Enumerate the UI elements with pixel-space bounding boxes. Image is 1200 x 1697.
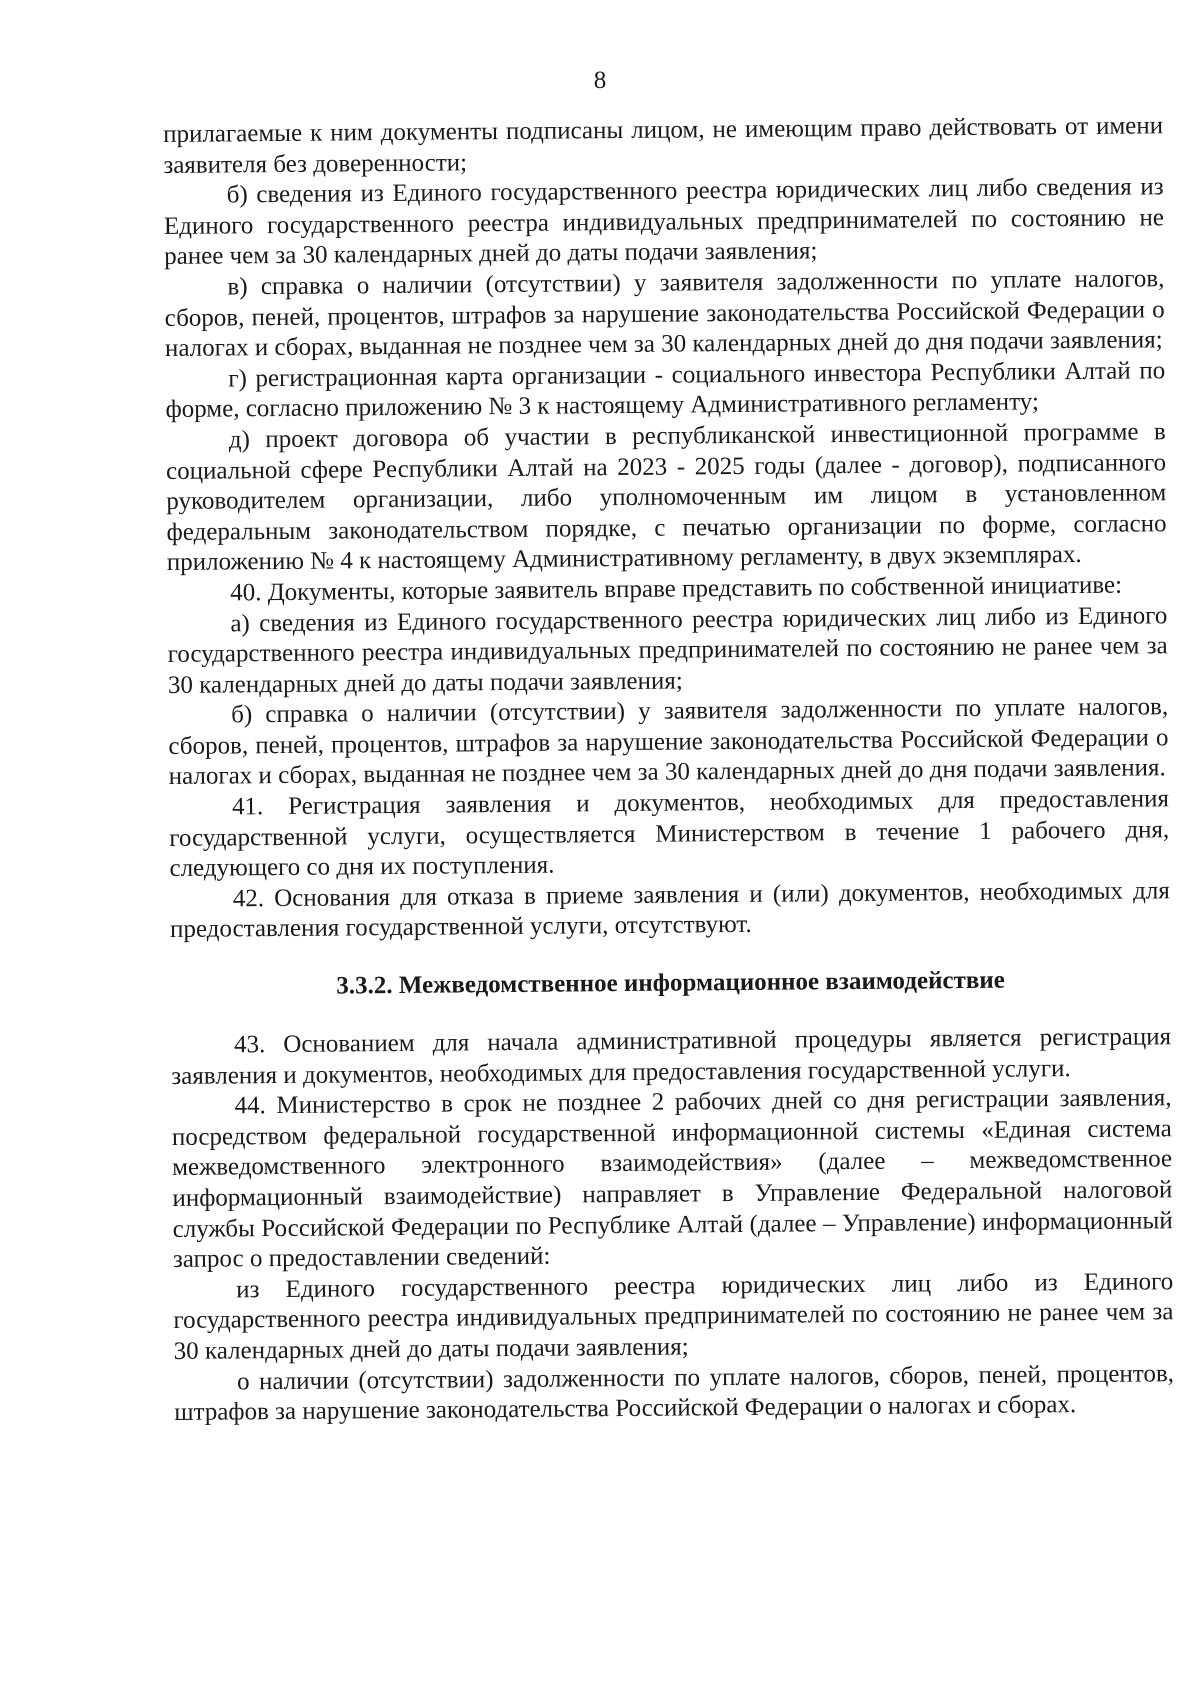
paragraph: д) проект договора об участии в республиканской инвестиционной программе в социальной сфере Республики Алтай на 2023 - 2025 годы (далее - договор), подписанного руководителем организации, либо уполномоченным им лицом в установленном федеральным законодательством порядке, с печатью организации по форме, согласно приложению № 4 к настоящему Административному регламенту, в двух экземплярах. — [165, 418, 1167, 577]
paragraph: 40. Документы, которые заявитель вправе представить по собственной инициативе: — [230, 571, 1123, 607]
paragraph: б) сведения из Единого государственного реестра юридических лиц либо сведения из Единого государственного реестра индивидуальных предпринимателей по состоянию не ранее чем за 30 календарных дней до даты подачи заявления; — [163, 173, 1165, 271]
paragraph: прилагаемые к ним документы подписаны лицом, не имеющим право действовать от имени заявителя без доверенности; — [163, 112, 1164, 179]
paragraph: 42. Основания для отказа в приеме заявления и (или) документов, необходимых для предоставления государственной услуги, отсутствуют. — [169, 877, 1170, 944]
paragraph: 41. Регистрация заявления и документов, необходимых для предоставления государственной услуги, осуществляется Министерством в течение 1 рабочего дня, следующего со дня их поступления. — [169, 785, 1170, 883]
page-number: 8 — [593, 67, 607, 94]
paragraph: 43. Основанием для начала административной процедуры является регистрация заявления и документов, необходимых для предоставления государственной услуги. — [171, 1023, 1172, 1090]
paragraph: г) регистрационная карта организации - социального инвестора Республики Алтай по форме, согласно приложению № 3 к настоящему Административного регламенту; — [165, 357, 1166, 424]
paragraph: а) сведения из Единого государственного реестра юридических лиц либо из Единого государственного реестра индивидуальных предпринимателей по состоянию не ранее чем за 30 календарных дней до даты подачи заявления; — [167, 601, 1168, 699]
paragraph: 44. Министерство в срок не позднее 2 рабочих дней со дня регистрации заявления, посредством федеральной государственной информационной системы «Единая система межведомственного электронного взаимодействия» (далее – межведомственное информационный взаимодействие) направляет в Управление Федеральной налоговой службы Российской Федерации по Республике Алтай (далее – Управление) информационный запрос о предоставлении сведений: — [171, 1084, 1173, 1274]
section-heading: 3.3.2. Межведомственное информационное взаимодействие — [336, 966, 1005, 1000]
paragraph: о наличии (отсутствии) задолженности по уплате налогов, сборов, пеней, процентов, штрафов за нарушение законодательства Российской Федерации о налогах и сборах. — [174, 1359, 1175, 1427]
paragraph: из Единого государственного реестра юридических лиц либо из Единого государственного реестра индивидуальных предпринимателей по состоянию не ранее чем за 30 календарных дней до даты подачи заявления; — [173, 1268, 1174, 1365]
paragraph: б) справка о наличии (отсутствии) у заявителя задолженности по уплате налогов, сборов, пеней, процентов, штрафов за нарушение законодательства Российской Федерации о налогах и сборах, выданная не позднее чем за 30 календарных дней до дня подачи заявления. — [168, 693, 1169, 791]
document-body — [163, 111, 1174, 1428]
paragraph: в) справка о наличии (отсутствии) у заявителя задолженности по уплате налогов, сборов, пеней, процентов, штрафов за нарушение законодательства Российской Федерации о налогах и сборах, выданная не позднее чем за 30 календарных дней до дня подачи заявления; — [164, 265, 1165, 363]
